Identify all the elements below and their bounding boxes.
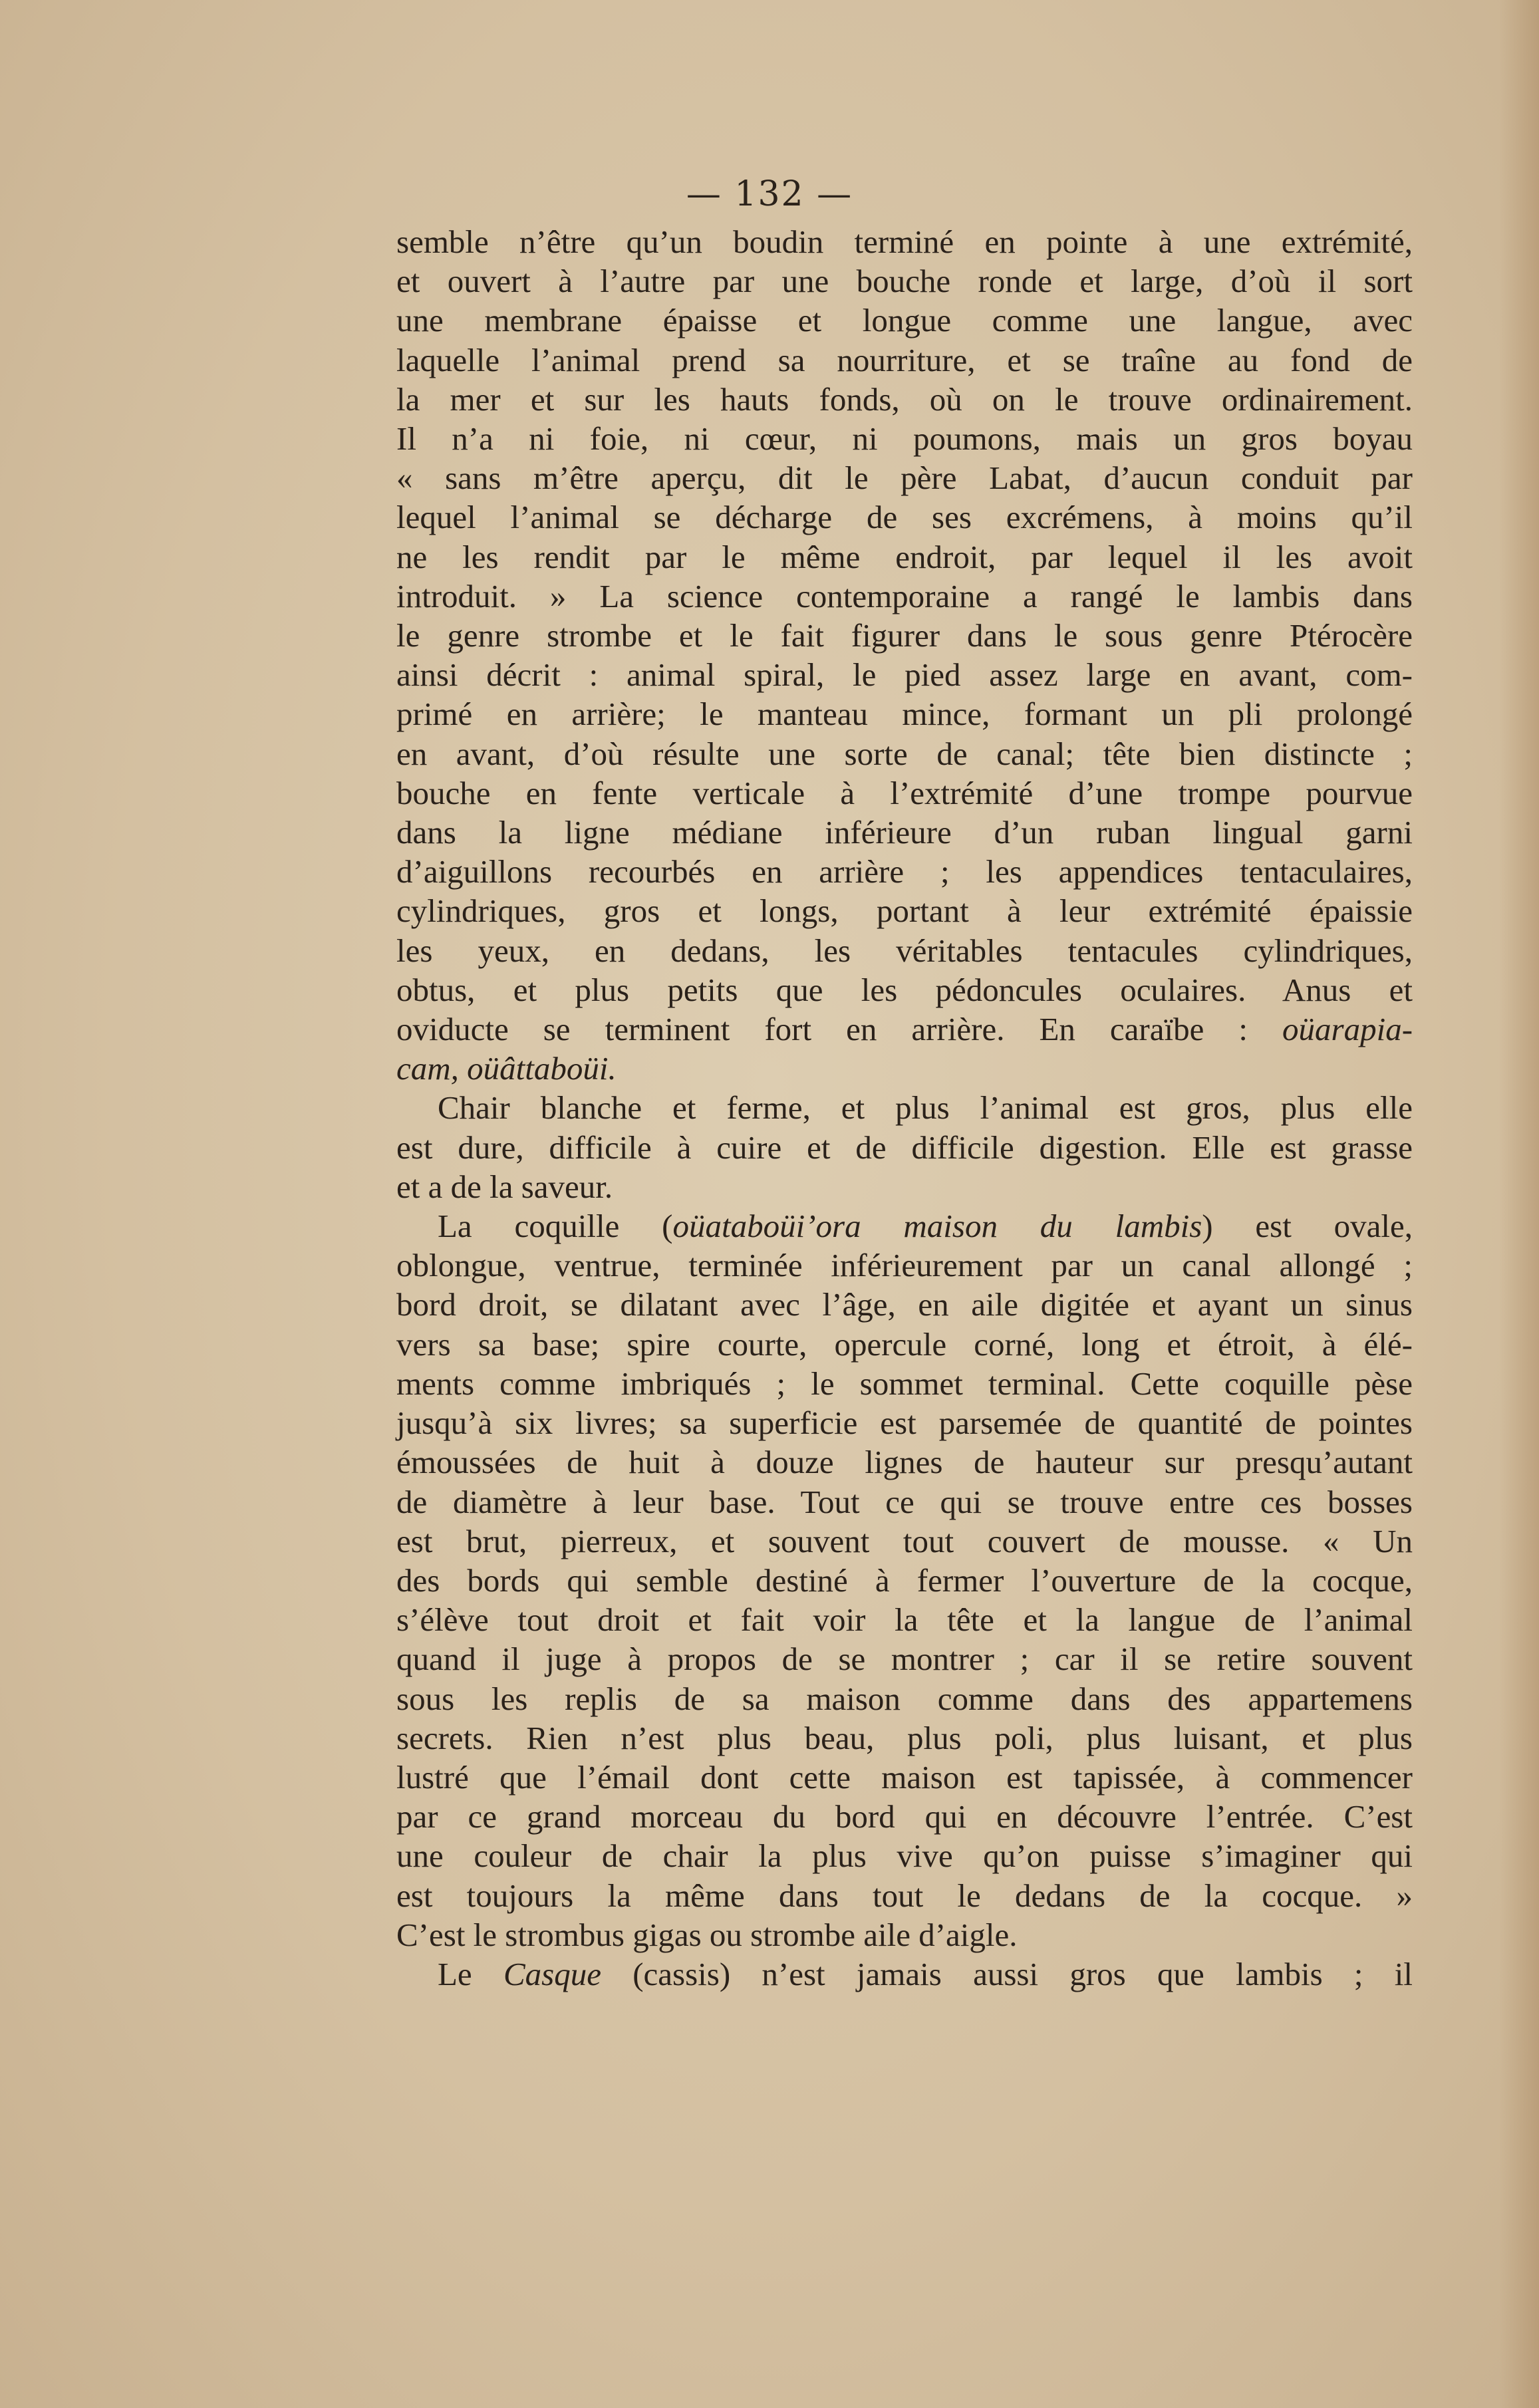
text-line: oblongue, ventrue, terminée inférieurement par un canal allongé ; (396, 1247, 1413, 1284)
text-line: Il n’a ni foie, ni cœur, ni poumons, mais un gros boyau (396, 420, 1413, 458)
text-line: en avant, d’où résulte une sorte de canal; tête bien distincte ; (396, 735, 1413, 772)
text-line: lustré que l’émail dont cette maison est tapissée, à commencer (396, 1758, 1413, 1796)
text-line (396, 1954, 1413, 1994)
text-line: s’élève tout droit et fait voir la tête et la langue de l’animal (396, 1601, 1413, 1639)
text-line: semble n’être qu’un boudin terminé en pointe à une extrémité, (396, 223, 1413, 260)
text-segment: Le (438, 1955, 503, 1992)
text-line: « sans m’être aperçu, dit le père Labat, d’aucun conduit par (396, 460, 1413, 497)
text-line: vers sa base; spire courte, opercule corné, long et étroit, à élé- (396, 1325, 1413, 1363)
paragraph-3 (396, 1206, 1413, 1954)
paragraph-4 (396, 1954, 1413, 1994)
text-line: des bords qui semble destiné à fermer l’ouverture de la cocque, (396, 1561, 1413, 1599)
paragraph-2 (396, 1088, 1413, 1206)
text-line: secrets. Rien n’est plus beau, plus poli, plus luisant, et plus (396, 1719, 1413, 1756)
text-line: laquelle l’animal prend sa nourriture, et se traîne au fond de (396, 341, 1413, 378)
italic-term: oüataboüi’ora maison du lambis (672, 1208, 1202, 1245)
page-edge-shadow (1499, 0, 1539, 2408)
text-line: émoussées de huit à douze lignes de hauteur sur presqu’autant (396, 1444, 1413, 1481)
text-line: de diamètre à leur base. Tout ce qui se trouve entre ces bosses (396, 1483, 1413, 1520)
text-line: sous les replis de sa maison comme dans des appartemens (396, 1680, 1413, 1717)
text-line: Chair blanche et ferme, et plus l’animal est gros, plus elle (438, 1089, 1413, 1127)
text-line: la mer et sur les hauts fonds, où on le trouve ordinairement. (396, 380, 1413, 418)
text-line: quand il juge à propos de se montrer ; car il se retire souvent (396, 1641, 1413, 1678)
text-line: jusqu’à six livres; sa superficie est parsemée de quantité de pointes (396, 1405, 1413, 1442)
text-line: C’est le strombus gigas ou strombe aile d’aigle. (396, 1916, 1018, 1953)
text-line: cylindriques, gros et longs, portant à leur extrémité épaissie (396, 892, 1413, 930)
text-line: et ouvert à l’autre par une bouche ronde et large, d’où il sort (396, 263, 1413, 300)
text-line: ments comme imbriqués ; le sommet terminal. Cette coquille pèse (396, 1365, 1413, 1402)
text-line: dans la ligne médiane inférieure d’un ruban lingual garni (396, 814, 1413, 851)
text-line: ne les rendit par le même endroit, par lequel il les avoit (396, 538, 1413, 575)
text-segment: ) est ovale, (1202, 1208, 1413, 1245)
text-line: et a de la saveur. (396, 1168, 613, 1205)
page-number: — 132 — (686, 174, 853, 214)
text-line (396, 1049, 1413, 1088)
italic-term: Casque (503, 1955, 601, 1992)
text-line: lequel l’animal se décharge de ses excrémens, à moins qu’il (396, 499, 1413, 536)
text-line: les yeux, en dedans, les véritables tentacules cylindriques, (396, 932, 1413, 969)
text-line: ainsi décrit : animal spiral, le pied assez large en avant, com- (396, 656, 1413, 694)
text-line: le genre strombe et le fait figurer dans le sous genre Ptérocère (396, 617, 1413, 654)
italic-term: cam, oüâttaboüi. (396, 1050, 617, 1087)
text-line: est dure, difficile à cuire et de difficile digestion. Elle est grasse (396, 1129, 1413, 1166)
text-line: une couleur de chair la plus vive qu’on puisse s’imaginer qui (396, 1837, 1413, 1875)
text-segment: oviducte se terminent fort en arrière. En caraïbe : (396, 1011, 1248, 1048)
text-line: est brut, pierreux, et souvent tout couvert de mousse. « Un (396, 1522, 1413, 1559)
text-line (396, 1206, 1413, 1246)
text-line: bouche en fente verticale à l’extrémité d’une trompe pourvue (396, 774, 1413, 811)
body-text (396, 222, 1413, 1994)
text-line: est toujours la même dans tout le dedans de la cocque. » (396, 1877, 1413, 1914)
italic-term: oüarapia- (1282, 1011, 1413, 1048)
text-line: obtus, et plus petits que les pédoncules oculaires. Anus et (396, 971, 1413, 1008)
text-line: bord droit, se dilatant avec l’âge, en aile digitée et ayant un sinus (396, 1286, 1413, 1323)
text-line: par ce grand morceau du bord qui en découvre l’entrée. C’est (396, 1798, 1413, 1835)
text-line: primé en arrière; le manteau mince, formant un pli prolongé (396, 696, 1413, 733)
text-segment: La coquille ( (438, 1208, 673, 1245)
text-segment: (cassis) n’est jamais aussi gros que lambis ; il (601, 1955, 1413, 1992)
text-line: introduit. » La science contemporaine a rangé le lambis dans (396, 577, 1413, 614)
text-line: d’aiguillons recourbés en arrière ; les appendices tentaculaires, (396, 853, 1413, 890)
text-line: une membrane épaisse et longue comme une langue, avec (396, 302, 1413, 339)
paragraph-1 (396, 222, 1413, 1088)
text-line (396, 1009, 1413, 1049)
